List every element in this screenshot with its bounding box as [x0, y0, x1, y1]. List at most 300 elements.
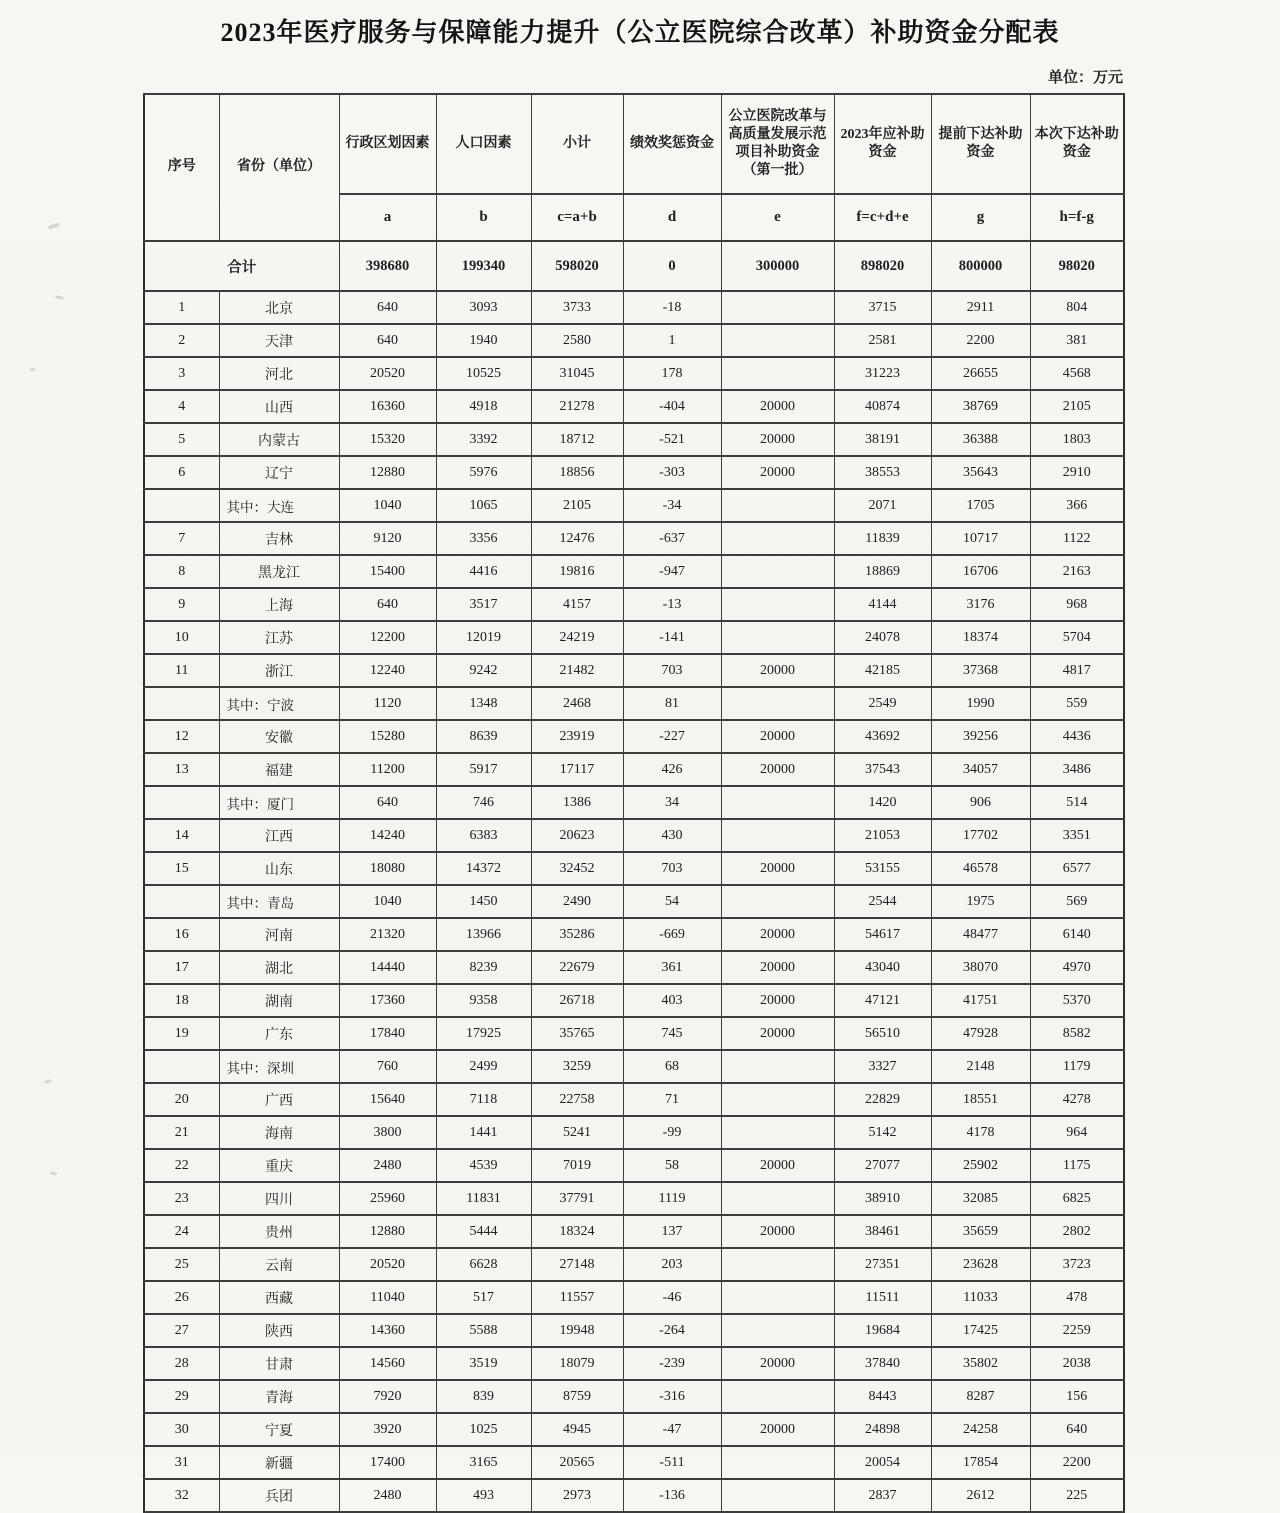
value-cell: 54	[623, 885, 721, 918]
value-cell: 1025	[436, 1413, 531, 1446]
seq-cell: 27	[144, 1314, 219, 1347]
value-cell: 20000	[721, 984, 834, 1017]
value-cell: 12019	[436, 621, 531, 654]
value-cell: -141	[623, 621, 721, 654]
value-cell: 16706	[931, 555, 1030, 588]
value-cell: 12880	[339, 456, 436, 489]
value-cell: 7118	[436, 1083, 531, 1116]
province-cell: 湖北	[219, 951, 339, 984]
value-cell: 8639	[436, 720, 531, 753]
value-cell: 1450	[436, 885, 531, 918]
value-cell: 2549	[834, 687, 931, 720]
value-cell	[721, 357, 834, 390]
value-cell: 25902	[931, 1149, 1030, 1182]
value-cell: 20000	[721, 1347, 834, 1380]
value-cell: 3486	[1030, 753, 1124, 786]
value-cell: 804	[1030, 291, 1124, 324]
formula-g: g	[931, 194, 1030, 241]
value-cell: 15400	[339, 555, 436, 588]
value-cell: 31045	[531, 357, 623, 390]
value-cell: -511	[623, 1446, 721, 1479]
value-cell: 20520	[339, 1248, 436, 1281]
value-cell	[721, 687, 834, 720]
total-value-cell: 98020	[1030, 241, 1124, 291]
total-label: 合计	[144, 241, 339, 291]
value-cell: 53155	[834, 852, 931, 885]
value-cell: 37543	[834, 753, 931, 786]
value-cell: 1990	[931, 687, 1030, 720]
province-cell: 其中：大连	[219, 489, 339, 522]
value-cell: 18079	[531, 1347, 623, 1380]
value-cell: 20000	[721, 1413, 834, 1446]
value-cell: 493	[436, 1479, 531, 1512]
seq-cell: 12	[144, 720, 219, 753]
value-cell: -669	[623, 918, 721, 951]
seq-cell: 5	[144, 423, 219, 456]
value-cell: 5704	[1030, 621, 1124, 654]
seq-cell: 26	[144, 1281, 219, 1314]
value-cell: 20000	[721, 852, 834, 885]
province-cell: 内蒙古	[219, 423, 339, 456]
province-cell: 宁夏	[219, 1413, 339, 1446]
province-cell: 河北	[219, 357, 339, 390]
header-admin-factor: 行政区划因素	[339, 94, 436, 194]
value-cell: 19816	[531, 555, 623, 588]
total-value-cell: 300000	[721, 241, 834, 291]
value-cell: 9358	[436, 984, 531, 1017]
value-cell: 20000	[721, 951, 834, 984]
seq-cell: 10	[144, 621, 219, 654]
province-cell: 江西	[219, 819, 339, 852]
value-cell: 18080	[339, 852, 436, 885]
value-cell: 21053	[834, 819, 931, 852]
value-cell: 1120	[339, 687, 436, 720]
value-cell: 42185	[834, 654, 931, 687]
value-cell: 20000	[721, 456, 834, 489]
total-value-cell: 898020	[834, 241, 931, 291]
value-cell: 22679	[531, 951, 623, 984]
value-cell: 4918	[436, 390, 531, 423]
value-cell: 68	[623, 1050, 721, 1083]
value-cell	[721, 1083, 834, 1116]
seq-cell: 9	[144, 588, 219, 621]
value-cell: 20000	[721, 1149, 834, 1182]
province-cell: 山东	[219, 852, 339, 885]
seq-cell: 6	[144, 456, 219, 489]
unit-note: 单位：万元	[1047, 70, 1123, 86]
province-cell: 陕西	[219, 1314, 339, 1347]
value-cell: -227	[623, 720, 721, 753]
table-row	[144, 819, 1124, 852]
total-value-cell: 199340	[436, 241, 531, 291]
value-cell: 17840	[339, 1017, 436, 1050]
value-cell: 18856	[531, 456, 623, 489]
value-cell: -34	[623, 489, 721, 522]
value-cell	[721, 489, 834, 522]
value-cell: -46	[623, 1281, 721, 1314]
value-cell: 18712	[531, 423, 623, 456]
scan-artifact	[44, 1079, 52, 1084]
value-cell: 1122	[1030, 522, 1124, 555]
value-cell: 5917	[436, 753, 531, 786]
table-row	[144, 1314, 1124, 1347]
value-cell: 5241	[531, 1116, 623, 1149]
value-cell: 38070	[931, 951, 1030, 984]
value-cell: 1441	[436, 1116, 531, 1149]
table-row	[144, 1248, 1124, 1281]
value-cell: 8582	[1030, 1017, 1124, 1050]
table-row	[144, 984, 1124, 1017]
value-cell: 43040	[834, 951, 931, 984]
value-cell: 3723	[1030, 1248, 1124, 1281]
header-province: 省份（单位）	[219, 94, 339, 241]
value-cell: 2580	[531, 324, 623, 357]
province-cell: 海南	[219, 1116, 339, 1149]
seq-cell	[144, 885, 219, 918]
value-cell: 3392	[436, 423, 531, 456]
value-cell: 1803	[1030, 423, 1124, 456]
value-cell	[721, 588, 834, 621]
value-cell: 968	[1030, 588, 1124, 621]
province-cell: 云南	[219, 1248, 339, 1281]
value-cell: 760	[339, 1050, 436, 1083]
value-cell: 47121	[834, 984, 931, 1017]
scan-artifact	[55, 295, 64, 300]
value-cell: 746	[436, 786, 531, 819]
seq-cell: 23	[144, 1182, 219, 1215]
province-cell: 安徽	[219, 720, 339, 753]
seq-cell: 15	[144, 852, 219, 885]
value-cell: 14560	[339, 1347, 436, 1380]
value-cell: 3093	[436, 291, 531, 324]
province-cell: 兵团	[219, 1479, 339, 1512]
value-cell: 478	[1030, 1281, 1124, 1314]
value-cell: 11200	[339, 753, 436, 786]
table-row	[144, 885, 1124, 918]
value-cell: 54617	[834, 918, 931, 951]
value-cell: 225	[1030, 1479, 1124, 1512]
value-cell	[721, 1380, 834, 1413]
value-cell: -316	[623, 1380, 721, 1413]
value-cell: 36388	[931, 423, 1030, 456]
value-cell: 2163	[1030, 555, 1124, 588]
value-cell: 4568	[1030, 357, 1124, 390]
value-cell: 361	[623, 951, 721, 984]
table-row	[144, 720, 1124, 753]
value-cell: 4416	[436, 555, 531, 588]
value-cell: 1	[623, 324, 721, 357]
table-row	[144, 324, 1124, 357]
table-row	[144, 918, 1124, 951]
value-cell: 2910	[1030, 456, 1124, 489]
table-row	[144, 1347, 1124, 1380]
value-cell: 178	[623, 357, 721, 390]
province-cell: 其中：深圳	[219, 1050, 339, 1083]
table-row	[144, 1215, 1124, 1248]
province-cell: 黑龙江	[219, 555, 339, 588]
value-cell: 8443	[834, 1380, 931, 1413]
value-cell	[721, 1446, 834, 1479]
value-cell: 11040	[339, 1281, 436, 1314]
value-cell: 1420	[834, 786, 931, 819]
seq-cell: 24	[144, 1215, 219, 1248]
formula-d: d	[623, 194, 721, 241]
value-cell: 37368	[931, 654, 1030, 687]
value-cell: 4970	[1030, 951, 1124, 984]
value-cell: 4436	[1030, 720, 1124, 753]
seq-cell: 29	[144, 1380, 219, 1413]
seq-cell: 28	[144, 1347, 219, 1380]
header-current-issued-fund: 本次下达补助资金	[1030, 94, 1124, 194]
value-cell: 964	[1030, 1116, 1124, 1149]
value-cell: 22829	[834, 1083, 931, 1116]
value-cell: 6577	[1030, 852, 1124, 885]
table-row	[144, 1017, 1124, 1050]
province-cell: 西藏	[219, 1281, 339, 1314]
value-cell: 3259	[531, 1050, 623, 1083]
value-cell: 18551	[931, 1083, 1030, 1116]
table-row	[144, 951, 1124, 984]
value-cell: 4817	[1030, 654, 1124, 687]
value-cell: 32085	[931, 1182, 1030, 1215]
value-cell: 1065	[436, 489, 531, 522]
table-row	[144, 654, 1124, 687]
value-cell: 20000	[721, 753, 834, 786]
formula-h: h=f-g	[1030, 194, 1124, 241]
value-cell: 2837	[834, 1479, 931, 1512]
value-cell	[721, 1248, 834, 1281]
value-cell: 14372	[436, 852, 531, 885]
value-cell: 19684	[834, 1314, 931, 1347]
province-cell: 天津	[219, 324, 339, 357]
value-cell: 17400	[339, 1446, 436, 1479]
seq-cell: 30	[144, 1413, 219, 1446]
value-cell: 43692	[834, 720, 931, 753]
value-cell: 27148	[531, 1248, 623, 1281]
value-cell: -947	[623, 555, 721, 588]
value-cell: 703	[623, 852, 721, 885]
province-cell: 四川	[219, 1182, 339, 1215]
table-row	[144, 489, 1124, 522]
value-cell: 8759	[531, 1380, 623, 1413]
value-cell: 20000	[721, 1215, 834, 1248]
province-cell: 贵州	[219, 1215, 339, 1248]
province-cell: 广东	[219, 1017, 339, 1050]
value-cell	[721, 819, 834, 852]
value-cell: 21278	[531, 390, 623, 423]
header-reform-project-fund: 公立医院改革与高质量发展示范项目补助资金（第一批）	[721, 94, 834, 194]
value-cell: 137	[623, 1215, 721, 1248]
table-row	[144, 1479, 1124, 1512]
seq-cell: 14	[144, 819, 219, 852]
table-row	[144, 456, 1124, 489]
value-cell: 11511	[834, 1281, 931, 1314]
value-cell: 2581	[834, 324, 931, 357]
value-cell: 20000	[721, 654, 834, 687]
value-cell: 17854	[931, 1446, 1030, 1479]
seq-cell: 22	[144, 1149, 219, 1182]
value-cell: 25960	[339, 1182, 436, 1215]
value-cell: 40874	[834, 390, 931, 423]
value-cell: 3176	[931, 588, 1030, 621]
header-advance-issued-fund: 提前下达补助资金	[931, 94, 1030, 194]
value-cell: 11557	[531, 1281, 623, 1314]
value-cell: 156	[1030, 1380, 1124, 1413]
value-cell	[721, 1182, 834, 1215]
value-cell: 2973	[531, 1479, 623, 1512]
table-row	[144, 423, 1124, 456]
value-cell: 14240	[339, 819, 436, 852]
seq-cell: 16	[144, 918, 219, 951]
total-value-cell: 598020	[531, 241, 623, 291]
total-value-cell: 398680	[339, 241, 436, 291]
value-cell: 1940	[436, 324, 531, 357]
table-row	[144, 522, 1124, 555]
value-cell: 23628	[931, 1248, 1030, 1281]
table-row	[144, 588, 1124, 621]
value-cell: 3920	[339, 1413, 436, 1446]
value-cell: 1119	[623, 1182, 721, 1215]
table-row	[144, 1083, 1124, 1116]
value-cell: 38461	[834, 1215, 931, 1248]
value-cell: 27351	[834, 1248, 931, 1281]
value-cell: 81	[623, 687, 721, 720]
value-cell: 35802	[931, 1347, 1030, 1380]
seq-cell: 11	[144, 654, 219, 687]
seq-cell	[144, 489, 219, 522]
value-cell: 3327	[834, 1050, 931, 1083]
value-cell: 35286	[531, 918, 623, 951]
value-cell: 48477	[931, 918, 1030, 951]
value-cell	[721, 522, 834, 555]
value-cell: 4157	[531, 588, 623, 621]
value-cell: 38769	[931, 390, 1030, 423]
header-subtotal: 小计	[531, 94, 623, 194]
value-cell: 203	[623, 1248, 721, 1281]
value-cell: 20000	[721, 720, 834, 753]
value-cell: 2105	[531, 489, 623, 522]
table-row	[144, 1116, 1124, 1149]
value-cell: 12240	[339, 654, 436, 687]
table-header	[144, 94, 1124, 241]
value-cell	[721, 1116, 834, 1149]
value-cell: 2148	[931, 1050, 1030, 1083]
value-cell: 1040	[339, 885, 436, 918]
value-cell: 23919	[531, 720, 623, 753]
value-cell: 14440	[339, 951, 436, 984]
seq-cell: 13	[144, 753, 219, 786]
table-row	[144, 555, 1124, 588]
value-cell: 7920	[339, 1380, 436, 1413]
value-cell: 5976	[436, 456, 531, 489]
page-title: 2023年医疗服务与保障能力提升（公立医院综合改革）补助资金分配表	[220, 18, 1060, 47]
formula-e: e	[721, 194, 834, 241]
table-row	[144, 1182, 1124, 1215]
value-cell: 20520	[339, 357, 436, 390]
value-cell: 12880	[339, 1215, 436, 1248]
header-population-factor: 人口因素	[436, 94, 531, 194]
value-cell: 15280	[339, 720, 436, 753]
value-cell: 20000	[721, 423, 834, 456]
value-cell: 17925	[436, 1017, 531, 1050]
value-cell: -521	[623, 423, 721, 456]
value-cell: 640	[1030, 1413, 1124, 1446]
value-cell: 35643	[931, 456, 1030, 489]
header-performance-fund: 绩效奖惩资金	[623, 94, 721, 194]
value-cell: -239	[623, 1347, 721, 1380]
value-cell: 3356	[436, 522, 531, 555]
table-row	[144, 852, 1124, 885]
formula-f: f=c+d+e	[834, 194, 931, 241]
value-cell: 34057	[931, 753, 1030, 786]
seq-cell: 8	[144, 555, 219, 588]
value-cell: 1179	[1030, 1050, 1124, 1083]
header-2023-due-fund: 2023年应补助资金	[834, 94, 931, 194]
value-cell: 17360	[339, 984, 436, 1017]
value-cell: 41751	[931, 984, 1030, 1017]
table-row	[144, 687, 1124, 720]
province-cell: 江苏	[219, 621, 339, 654]
value-cell: 839	[436, 1380, 531, 1413]
value-cell: 514	[1030, 786, 1124, 819]
seq-cell	[144, 786, 219, 819]
value-cell: 15640	[339, 1083, 436, 1116]
scan-artifact	[30, 368, 35, 372]
value-cell: 26655	[931, 357, 1030, 390]
value-cell: 12476	[531, 522, 623, 555]
value-cell: 2468	[531, 687, 623, 720]
seq-cell: 20	[144, 1083, 219, 1116]
value-cell: 703	[623, 654, 721, 687]
value-cell: 11839	[834, 522, 931, 555]
province-cell: 浙江	[219, 654, 339, 687]
value-cell: 559	[1030, 687, 1124, 720]
value-cell: 2490	[531, 885, 623, 918]
value-cell: 38191	[834, 423, 931, 456]
province-cell: 湖南	[219, 984, 339, 1017]
value-cell: -18	[623, 291, 721, 324]
value-cell	[721, 621, 834, 654]
value-cell: 426	[623, 753, 721, 786]
value-cell: 18374	[931, 621, 1030, 654]
value-cell: -99	[623, 1116, 721, 1149]
value-cell: 745	[623, 1017, 721, 1050]
value-cell: 5142	[834, 1116, 931, 1149]
seq-cell: 4	[144, 390, 219, 423]
value-cell: 17117	[531, 753, 623, 786]
value-cell: 2480	[339, 1149, 436, 1182]
value-cell: 24219	[531, 621, 623, 654]
value-cell	[721, 1281, 834, 1314]
value-cell: 2802	[1030, 1215, 1124, 1248]
province-cell: 重庆	[219, 1149, 339, 1182]
value-cell: 6825	[1030, 1182, 1124, 1215]
value-cell: 5370	[1030, 984, 1124, 1017]
value-cell: 640	[339, 786, 436, 819]
province-cell: 新疆	[219, 1446, 339, 1479]
table-row	[144, 1050, 1124, 1083]
value-cell: 34	[623, 786, 721, 819]
value-cell: 56510	[834, 1017, 931, 1050]
table-row	[144, 291, 1124, 324]
province-cell: 其中：厦门	[219, 786, 339, 819]
seq-cell: 31	[144, 1446, 219, 1479]
value-cell: 2038	[1030, 1347, 1124, 1380]
value-cell: 20565	[531, 1446, 623, 1479]
value-cell: 47928	[931, 1017, 1030, 1050]
value-cell: 1705	[931, 489, 1030, 522]
value-cell: 32452	[531, 852, 623, 885]
